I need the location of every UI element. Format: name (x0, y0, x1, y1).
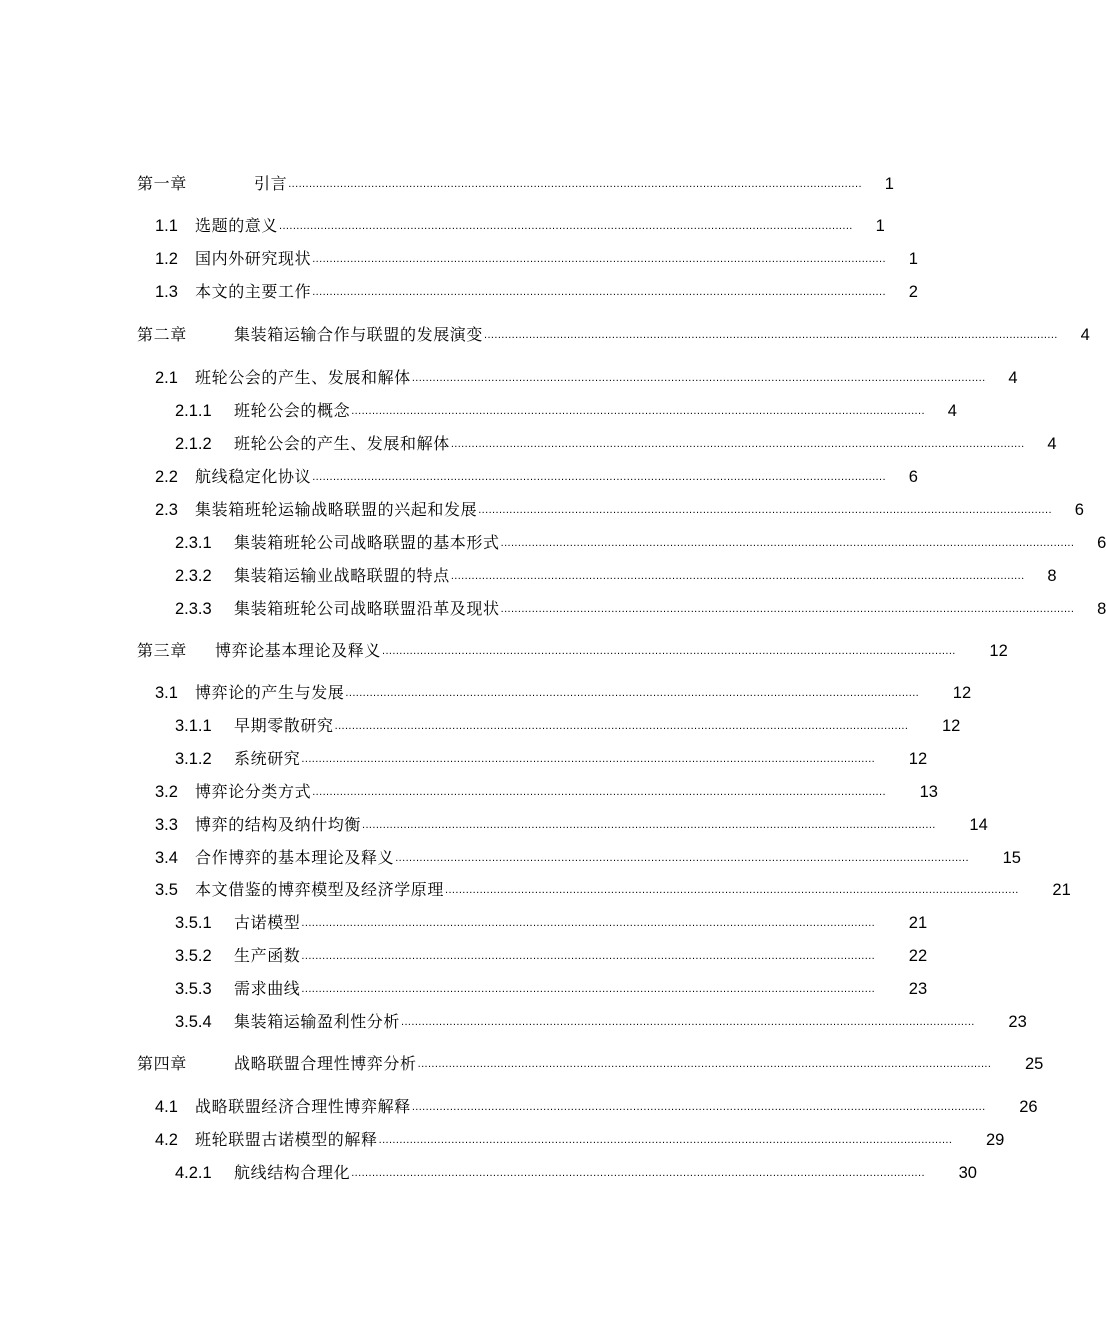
dot-leader: ...................................................................................................................................................................... (484, 329, 1058, 341)
dot-leader: ...................................................................................................................................................................... (500, 603, 1075, 615)
toc-entry-1-2[interactable] (155, 245, 918, 269)
toc-entry-2-3-1[interactable] (175, 529, 1106, 553)
dot-leader: ...................................................................................................................................................................... (362, 819, 936, 831)
dot-leader: ...................................................................................................................................................................... (334, 720, 909, 732)
entry-page-number: 15 (1002, 849, 1021, 867)
entry-number: 2.3.1 (175, 534, 212, 552)
entry-title: 本文的主要工作 (195, 282, 312, 301)
entry-page-number: 13 (919, 783, 938, 801)
toc-entry-3-1[interactable] (155, 679, 972, 703)
toc-entry-chapter-4[interactable] (137, 1050, 1044, 1074)
toc-entry-1-1[interactable] (155, 212, 885, 236)
entry-page-number: 12 (908, 750, 928, 768)
entry-number: 3.5.2 (175, 947, 212, 965)
toc-entry-3-4[interactable] (155, 844, 1021, 868)
toc-entry-chapter-1[interactable] (137, 170, 894, 194)
entry-page-number: 14 (969, 816, 988, 834)
entry-page-number: 8 (1097, 600, 1106, 618)
dot-leader: ...................................................................................................................................................................... (500, 537, 1075, 549)
toc-entry-3-5[interactable] (155, 876, 1071, 900)
dot-leader: ...................................................................................................................................................................... (411, 1101, 986, 1113)
entry-number: 第三章 (137, 641, 187, 660)
dot-leader: ...................................................................................................................................................................... (395, 852, 969, 864)
toc-entry-2-1[interactable] (155, 364, 1018, 388)
entry-title: 博弈论基本理论及释义 (215, 641, 382, 660)
toc-entry-2-2[interactable] (155, 463, 918, 487)
entry-number: 4.2.1 (175, 1164, 212, 1182)
toc-entry-3-5-3[interactable] (175, 975, 928, 999)
entry-title: 航线稳定化协议 (195, 467, 312, 486)
entry-title: 合作博弈的基本理论及释义 (195, 848, 395, 867)
entry-page-number: 22 (908, 947, 928, 965)
dot-leader: ...................................................................................................................................................................... (312, 286, 886, 298)
entry-page-number: 1 (908, 250, 918, 268)
entry-title: 集装箱班轮公司战略联盟的基本形式 (234, 533, 500, 552)
dot-leader: ...................................................................................................................................................................... (411, 372, 986, 384)
entry-page-number: 12 (989, 642, 1008, 660)
entry-number: 3.5.4 (175, 1013, 212, 1031)
entry-title: 选题的意义 (195, 216, 279, 235)
entry-title: 战略联盟经济合理性博弈解释 (195, 1097, 411, 1116)
entry-title: 早期零散研究 (234, 716, 334, 735)
entry-page-number: 12 (941, 717, 961, 735)
entry-page-number: 8 (1047, 567, 1057, 585)
entry-page-number: 1 (884, 175, 894, 193)
entry-title: 班轮公会的产生、发展和解体 (195, 368, 411, 387)
dot-leader: ...................................................................................................................................................................... (417, 1058, 992, 1070)
entry-title: 古诺模型 (234, 913, 301, 932)
entry-page-number: 23 (908, 980, 928, 998)
entry-number: 2.2 (155, 468, 178, 486)
toc-entry-3-1-2[interactable] (175, 745, 928, 769)
entry-page-number: 4 (947, 402, 957, 420)
entry-page-number: 26 (1019, 1098, 1038, 1116)
dot-leader: ...................................................................................................................................................................... (450, 570, 1025, 582)
entry-page-number: 4 (1047, 435, 1057, 453)
entry-page-number: 2 (908, 283, 918, 301)
entry-title: 博弈论分类方式 (195, 782, 312, 801)
dot-leader: ...................................................................................................................................................................... (312, 786, 886, 798)
entry-number: 1.1 (155, 217, 178, 235)
entry-number: 2.1.1 (175, 402, 212, 420)
entry-title: 需求曲线 (234, 979, 301, 998)
entry-page-number: 12 (952, 684, 972, 702)
entry-title: 战略联盟合理性博弈分析 (234, 1054, 417, 1073)
dot-leader: ...................................................................................................................................................................... (301, 753, 876, 765)
entry-title: 生产函数 (234, 946, 301, 965)
entry-title: 本文借鉴的博弈模型及经济学原理 (195, 880, 445, 899)
entry-number: 4.1 (155, 1098, 178, 1116)
toc-entry-3-5-1[interactable] (175, 909, 928, 933)
entry-number: 3.5.3 (175, 980, 212, 998)
entry-number: 1.3 (155, 283, 178, 301)
entry-title: 集装箱运输盈利性分析 (234, 1012, 401, 1031)
dot-leader: ...................................................................................................................................................................... (445, 884, 1019, 896)
toc-entry-2-3-2[interactable] (175, 562, 1057, 586)
toc-entry-1-3[interactable] (155, 278, 918, 302)
toc-entry-3-2[interactable] (155, 778, 938, 802)
entry-page-number: 6 (1074, 501, 1084, 519)
dot-leader: ...................................................................................................................................................................... (345, 687, 920, 699)
entry-page-number: 23 (1008, 1013, 1027, 1031)
dot-leader: ...................................................................................................................................................................... (312, 253, 886, 265)
dot-leader: ...................................................................................................................................................................... (382, 645, 956, 657)
entry-title: 航线结构合理化 (234, 1163, 351, 1182)
toc-entry-chapter-3[interactable] (137, 637, 1008, 661)
entry-number: 3.1.2 (175, 750, 212, 768)
entry-title: 班轮联盟古诺模型的解释 (195, 1130, 378, 1149)
entry-title: 集装箱班轮公司战略联盟沿革及现状 (234, 599, 500, 618)
entry-number: 3.3 (155, 816, 178, 834)
toc-entry-4-2-1[interactable] (175, 1159, 977, 1183)
entry-page-number: 1 (875, 217, 885, 235)
dot-leader: ...................................................................................................................................................................... (288, 178, 862, 190)
entry-number: 第二章 (137, 325, 187, 344)
dot-leader: ...................................................................................................................................................................... (301, 917, 876, 929)
entry-number: 3.1 (155, 684, 178, 702)
entry-title: 系统研究 (234, 749, 301, 768)
dot-leader: ...................................................................................................................................................................... (351, 1167, 925, 1179)
toc-entry-3-1-1[interactable] (175, 712, 961, 736)
toc-entry-2-1-2[interactable] (175, 430, 1057, 454)
dot-leader: ...................................................................................................................................................................... (301, 983, 876, 995)
entry-page-number: 21 (908, 914, 928, 932)
entry-title: 集装箱班轮运输战略联盟的兴起和发展 (195, 500, 478, 519)
entry-page-number: 6 (908, 468, 918, 486)
dot-leader: ...................................................................................................................................................................... (279, 220, 853, 232)
entry-number: 1.2 (155, 250, 178, 268)
entry-number: 2.3.2 (175, 567, 212, 585)
entry-number: 3.5.1 (175, 914, 212, 932)
entry-page-number: 4 (1008, 369, 1018, 387)
toc-entry-2-3[interactable] (155, 496, 1084, 520)
toc-entry-2-1-1[interactable] (175, 397, 957, 421)
entry-number: 第四章 (137, 1054, 187, 1073)
dot-leader: ...................................................................................................................................................................... (351, 405, 925, 417)
dot-leader: ...................................................................................................................................................................... (301, 950, 876, 962)
entry-number: 3.1.1 (175, 717, 212, 735)
entry-page-number: 29 (985, 1131, 1005, 1149)
toc-entry-2-3-3[interactable] (175, 595, 1106, 619)
entry-title: 引言 (254, 174, 288, 193)
dot-leader: ...................................................................................................................................................................... (312, 471, 886, 483)
entry-title: 集装箱运输合作与联盟的发展演变 (234, 325, 484, 344)
entry-page-number: 25 (1024, 1055, 1044, 1073)
entry-number: 2.1 (155, 369, 178, 387)
entry-number: 3.5 (155, 881, 178, 899)
entry-page-number: 6 (1097, 534, 1106, 552)
toc-entry-chapter-2[interactable] (137, 321, 1090, 345)
entry-title: 集装箱运输业战略联盟的特点 (234, 566, 450, 585)
toc-entry-3-5-2[interactable] (175, 942, 928, 966)
entry-title: 班轮公会的概念 (234, 401, 351, 420)
dot-leader: ...................................................................................................................................................................... (478, 504, 1052, 516)
entry-number: 3.2 (155, 783, 178, 801)
dot-leader: ...................................................................................................................................................................... (378, 1134, 953, 1146)
entry-number: 2.1.2 (175, 435, 212, 453)
entry-number: 2.3.3 (175, 600, 212, 618)
entry-number: 3.4 (155, 849, 178, 867)
dot-leader: ...................................................................................................................................................................... (450, 438, 1025, 450)
entry-page-number: 4 (1080, 326, 1090, 344)
toc-entry-4-1[interactable] (155, 1093, 1038, 1117)
entry-title: 博弈论的产生与发展 (195, 683, 345, 702)
entry-number: 2.3 (155, 501, 178, 519)
entry-title: 国内外研究现状 (195, 249, 312, 268)
entry-page-number: 30 (958, 1164, 977, 1182)
entry-title: 班轮公会的产生、发展和解体 (234, 434, 450, 453)
entry-page-number: 21 (1052, 881, 1071, 899)
toc-entry-3-5-4[interactable] (175, 1008, 1027, 1032)
toc-entry-3-3[interactable] (155, 811, 988, 835)
dot-leader: ...................................................................................................................................................................... (401, 1016, 975, 1028)
entry-number: 第一章 (137, 174, 187, 193)
toc-entry-4-2[interactable] (155, 1126, 1005, 1150)
entry-title: 博弈的结构及纳什均衡 (195, 815, 362, 834)
entry-number: 4.2 (155, 1131, 178, 1149)
